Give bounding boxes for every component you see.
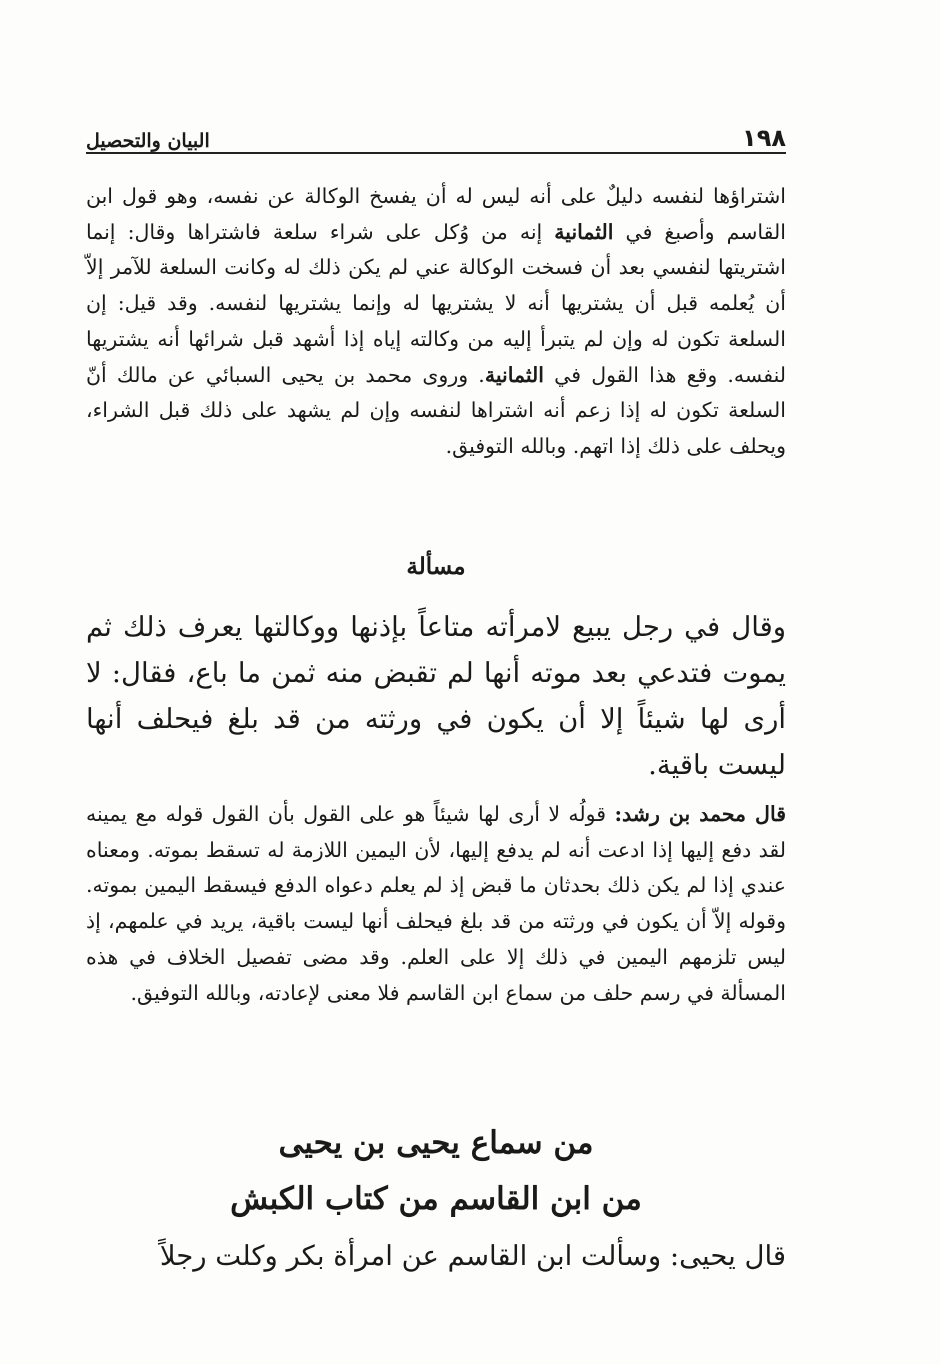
commentator-label: قال محمد بن رشد:	[614, 802, 786, 826]
paragraph-text: إنه من وُكل على شراء سلعة فاشتراها وقال: إنما اشتريتها لنفسي بعد أن فسخت الوكالة عني لم يكن ذلك له وكانت السلعة للآمر إلاّ أن يُعلمه قبل أن يشتريها أنه لا يشتريها له وإنما يشتريها لنفسه. وقد قيل: إن السلعة تكون له وإن لم يتبرأ إليه من وكالته إياه إذا أشهد قبل شرائها أنه يشتريها لنفسه. وقع هذا القول في	[86, 219, 787, 387]
page-header	[86, 118, 786, 152]
paragraph-text: اشتراؤها لنفسه دليلٌ على أنه ليس له أن يفسخ الوكالة عن نفسه، وهو قول ابن القاسم وأصبغ في	[86, 184, 786, 244]
final-question-line: قال يحيى: وسألت ابن القاسم عن امرأة بكر وكلت رجلاً	[159, 1240, 786, 1272]
commentary-text: قولُه لا أرى لها شيئاً هو على القول بأن القول قوله مع يمينه لقد دفع إليها إذا ادعت أنه لم يدفع إليها، لأن اليمين اللازمة له تسقط بموته. ومعناه عندي إذا لم يكن ذلك بحدثان ما قبض إذ لم يعلم دعواه الدفع فيسقط اليمين بموته. وقوله إلاّ أن يكون في ورثته من قد بلغ فيحلف أنها ليست باقية، يريد في علمهم، إذ ليس تلزمهم اليمين في ذلك إلا على العلم. وقد مضى تفصيل الخلاف في هذه المسألة في رسم حلف من سماع ابن القاسم فلا معنى لإعادته، وبالله التوفيق.	[86, 802, 786, 1005]
continued-commentary-paragraph	[86, 179, 786, 465]
source-name-bold: الثمانية	[484, 362, 544, 387]
commentary-paragraph	[86, 797, 786, 1011]
paragraph-text: . وروى محمد بن يحيى السبائي عن مالك أنّ السلعة تكون له إذا زعم أنه اشتراها لنفسه وإن لم يشهد على ذلك قبل الشراء، ويحلف على ذلك إذا اتهم. وبالله التوفيق.	[86, 362, 786, 458]
section-heading-line1: من سماع يحيى بن يحيى	[278, 1125, 594, 1161]
source-name-bold: الثمانية	[554, 219, 614, 244]
masala-heading: مسألة	[406, 553, 466, 580]
question-paragraph: وقال في رجل يبيع لامرأته متاعاً بإذنها ووكالتها يعرف ذلك ثم يموت فتدعي بعد موته أنها لم تقبض منه ثمن ما باع، فقال: لا أرى لها شيئاً إلا أن يكون في ورثته من قد بلغ فيحلف أنها ليست باقية.	[86, 611, 786, 781]
page-number: ١٩٨	[742, 124, 786, 152]
section-heading-line2: من ابن القاسم من كتاب الكبش	[230, 1181, 642, 1217]
header-rule	[86, 152, 786, 154]
running-title: البيان والتحصيل	[86, 130, 210, 152]
